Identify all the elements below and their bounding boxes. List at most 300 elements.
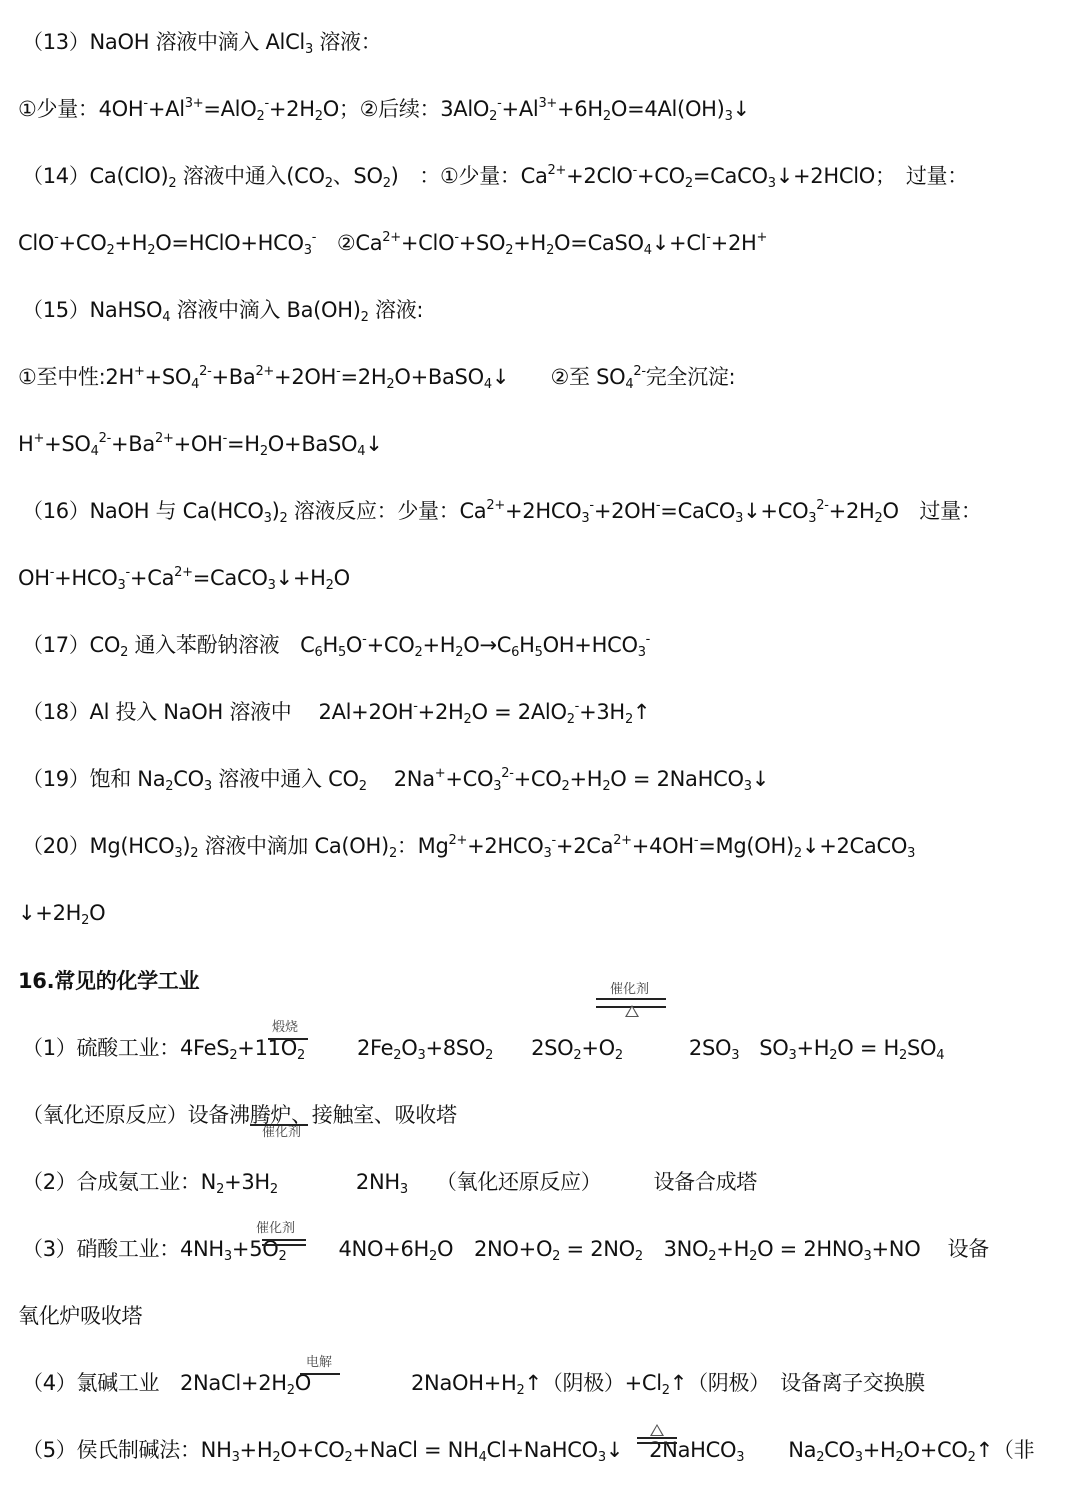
subscript: 3 xyxy=(223,1249,232,1264)
text-run: O=4Al(OH) xyxy=(610,97,725,121)
subscript: 5 xyxy=(534,645,543,660)
superscript: 2+ xyxy=(613,833,632,848)
subscript: 2 xyxy=(259,444,268,459)
catalyst-label: 催化剂 xyxy=(610,982,650,997)
subscript: 3 xyxy=(731,1048,740,1063)
text-run: +HCO xyxy=(54,566,118,590)
text-run: 2NaHCO xyxy=(649,1438,737,1462)
subscript: 2 xyxy=(602,779,611,794)
text-run: +2H xyxy=(268,97,315,121)
subscript: 2 xyxy=(455,645,464,660)
superscript: 2+ xyxy=(486,498,505,513)
subscript: 2 xyxy=(216,1182,225,1197)
subscript: 2 xyxy=(573,1048,582,1063)
text-run: +2HCO xyxy=(467,834,544,858)
text-line xyxy=(18,564,350,592)
subscript: 4 xyxy=(643,243,652,258)
text-run: OH xyxy=(18,566,50,590)
text-run: ↓+H xyxy=(275,566,326,590)
text-run: +SO xyxy=(144,365,192,389)
text-run: +SO xyxy=(44,432,91,456)
text-line xyxy=(22,1034,944,1062)
superscript: + xyxy=(33,431,45,446)
text-run: 2SO xyxy=(688,1036,732,1060)
text-line xyxy=(22,698,650,726)
text-run: +2OH xyxy=(274,365,337,389)
text-run: 通入苯酚钠溶液 C xyxy=(128,633,315,657)
text-run: ：Mg xyxy=(396,834,449,858)
subscript: 2 xyxy=(816,1450,825,1465)
text-run: +CO xyxy=(366,633,415,657)
subscript: 3 xyxy=(597,1450,606,1465)
text-run: （15）NaHSO xyxy=(22,298,163,322)
text-line xyxy=(18,95,750,123)
text-run: O = 2NaHCO xyxy=(610,767,744,791)
text-run: +CO xyxy=(445,767,494,791)
text-line xyxy=(22,631,650,659)
text-run: （13）NaOH 溶液中滴入 AlCl xyxy=(22,30,305,54)
superscript: 2+ xyxy=(547,163,567,178)
text-line xyxy=(18,899,105,927)
section-heading: 16.常见的化学工业 xyxy=(18,969,200,993)
superscript: - xyxy=(693,833,699,848)
subscript: 6 xyxy=(511,645,520,660)
subscript: 2 xyxy=(269,1182,278,1197)
text-line xyxy=(22,832,915,860)
superscript: 2+ xyxy=(448,833,468,848)
text-run: +2H xyxy=(828,499,875,523)
text-run: =CaCO xyxy=(692,164,768,188)
subscript: 5 xyxy=(337,645,346,660)
subscript: 3 xyxy=(767,176,776,191)
text-run: +H xyxy=(513,231,547,255)
subscript: 3 xyxy=(303,243,312,258)
text-run: +SO xyxy=(458,231,506,255)
subscript: 2 xyxy=(505,243,514,258)
subscript: 3 xyxy=(743,779,752,794)
subscript: 2 xyxy=(516,1383,525,1398)
subscript: 3 xyxy=(417,1048,426,1063)
subscript: 2 xyxy=(566,712,575,727)
subscript: 3 xyxy=(267,578,276,593)
subscript: 3 xyxy=(907,846,916,861)
text-run: （2）合成氨工业：N xyxy=(22,1170,217,1194)
text-run: ↑（阴极） 设备离子交换膜 xyxy=(669,1371,925,1395)
text-run: 溶液中滴加 Ca(OH) xyxy=(198,834,389,858)
reaction-arrow-bar xyxy=(250,1124,308,1126)
subscript: 2 xyxy=(967,1450,976,1465)
text-run: （4）氯碱工业 2NaCl+2H xyxy=(22,1371,287,1395)
subscript: 2 xyxy=(561,779,570,794)
subscript: 3 xyxy=(724,109,733,124)
subscript: 2 xyxy=(895,1450,904,1465)
subscript: 2 xyxy=(708,1249,717,1264)
subscript: 4 xyxy=(162,310,171,325)
superscript: - xyxy=(645,632,651,647)
superscript: - xyxy=(706,230,711,245)
text-line xyxy=(22,497,982,525)
superscript: - xyxy=(655,498,661,513)
text-run: +Ca xyxy=(129,566,175,590)
text-run: +3H xyxy=(224,1170,270,1194)
subscript: 2 xyxy=(324,176,333,191)
text-run: （1）硫酸工业：4FeS xyxy=(22,1036,230,1060)
text-run: +H xyxy=(422,633,456,657)
text-line xyxy=(18,229,767,257)
text-run: +H xyxy=(862,1438,896,1462)
text-line xyxy=(22,1369,925,1397)
superscript: - xyxy=(311,230,317,245)
text-run: ↓+CO xyxy=(743,499,809,523)
text-run: +3H xyxy=(579,700,625,724)
subscript: 2 xyxy=(358,779,367,794)
text-run: ↓+2CaCO xyxy=(801,834,908,858)
superscript: - xyxy=(125,565,130,580)
text-run: =H xyxy=(227,432,260,456)
subscript: 2 xyxy=(463,712,472,727)
text-run: H xyxy=(18,432,34,456)
text-line xyxy=(22,1101,457,1129)
text-run: O+BaSO xyxy=(394,365,484,389)
text-run: H xyxy=(519,633,535,657)
superscript: - xyxy=(362,632,367,647)
superscript: 2- xyxy=(98,431,112,446)
text-run: ↓ ②至 SO xyxy=(491,365,626,389)
subscript: 2 xyxy=(279,511,288,526)
text-run: O+BaSO xyxy=(267,432,358,456)
text-run: Na xyxy=(788,1438,817,1462)
text-run: +NO 设备 xyxy=(871,1237,989,1261)
superscript: 3+ xyxy=(538,96,558,111)
subscript: 4 xyxy=(478,1450,487,1465)
text-line xyxy=(18,1302,142,1330)
subscript: 2 xyxy=(661,1383,670,1398)
text-run: +CO xyxy=(637,164,685,188)
text-run: 3NO xyxy=(642,1237,709,1261)
subscript: 3 xyxy=(788,1048,797,1063)
text-run: ↓+Cl xyxy=(651,231,707,255)
text-run: O+CO xyxy=(280,1438,345,1462)
reaction-arrow-bar xyxy=(268,1038,308,1040)
subscript: 2 xyxy=(546,243,555,258)
text-run: O = 2HNO xyxy=(757,1237,864,1261)
catalyst-label: 催化剂 xyxy=(262,1125,302,1140)
text-run: 氧化炉吸收塔 xyxy=(18,1304,143,1328)
text-run: ↓+2H xyxy=(18,901,82,925)
text-run: O xyxy=(401,1036,418,1060)
subscript: 3 xyxy=(231,1450,240,1465)
text-line xyxy=(22,296,423,324)
subscript: 2 xyxy=(899,1048,907,1063)
subscript: 3 xyxy=(581,511,590,526)
text-run: ) xyxy=(271,499,280,523)
superscript: - xyxy=(49,565,55,580)
text-run: ↓ xyxy=(365,432,383,456)
subscript: 2 xyxy=(106,243,115,258)
subscript: 2 xyxy=(278,1249,287,1264)
text-run: （14）Ca(ClO) xyxy=(22,164,169,188)
heat-triangle-icon xyxy=(650,1424,664,1436)
subscript: 3 xyxy=(493,779,502,794)
text-run: ①少量：4OH xyxy=(18,97,144,121)
subscript: 2 xyxy=(344,1450,353,1465)
subscript: 2 xyxy=(393,1048,402,1063)
text-run: （20）Mg(HCO xyxy=(22,834,175,858)
text-run: +NaCl = NH xyxy=(352,1438,479,1462)
text-run: 2SO xyxy=(531,1036,574,1060)
superscript: 2- xyxy=(816,498,829,513)
text-run: +11O xyxy=(237,1036,297,1060)
subscript: 2 xyxy=(749,1249,758,1264)
subscript: 2 xyxy=(684,176,693,191)
text-run: ↓ xyxy=(751,767,769,791)
subscript: 3 xyxy=(304,42,313,57)
superscript: - xyxy=(454,230,459,245)
subscript: 3 xyxy=(399,1182,408,1197)
subscript: 3 xyxy=(735,511,744,526)
text-run: Cl+NaHCO xyxy=(486,1438,598,1462)
reaction-arrow-bar xyxy=(300,1373,340,1375)
text-run: +2ClO xyxy=(566,164,633,188)
subscript: 3 xyxy=(854,1450,863,1465)
superscript: - xyxy=(264,96,269,111)
text-run: +CO xyxy=(58,231,107,255)
superscript: - xyxy=(589,498,594,513)
text-run: +H xyxy=(716,1237,750,1261)
subscript: 3 xyxy=(174,846,183,861)
superscript: + xyxy=(133,364,145,379)
subscript: 2 xyxy=(614,1048,623,1063)
subscript: 2 xyxy=(286,1383,295,1398)
text-run: CO xyxy=(173,767,204,791)
text-run: ①至中性:2H xyxy=(18,365,134,389)
text-line xyxy=(22,1235,989,1263)
text-run: ClO xyxy=(18,231,55,255)
subscript: 3 xyxy=(117,578,126,593)
subscript: 2 xyxy=(120,645,129,660)
text-run: （16）NaOH 与 Ca(HCO xyxy=(22,499,264,523)
subscript: 2 xyxy=(325,578,334,593)
subscript: 3 xyxy=(808,511,817,526)
text-run: 完全沉淀: xyxy=(645,365,736,389)
superscript: - xyxy=(54,230,59,245)
superscript: 2- xyxy=(501,766,514,781)
text-run: = 2NO xyxy=(560,1237,635,1261)
text-run: O→C xyxy=(463,633,512,657)
text-run: O = 2AlO xyxy=(471,700,567,724)
text-line xyxy=(22,28,381,56)
subscript: 2 xyxy=(624,712,633,727)
text-run: +CO xyxy=(513,767,562,791)
text-run: +H xyxy=(239,1438,273,1462)
heat-triangle-icon xyxy=(625,1005,639,1017)
text-run: ) xyxy=(182,834,191,858)
subscript: 2 xyxy=(256,109,265,124)
subscript: 2 xyxy=(165,779,174,794)
text-run: +H xyxy=(796,1036,830,1060)
superscript: - xyxy=(143,96,148,111)
subscript: 6 xyxy=(314,645,323,660)
superscript: + xyxy=(756,230,768,245)
text-run: 溶液： xyxy=(312,30,382,54)
text-line xyxy=(22,1168,757,1196)
superscript: 3+ xyxy=(184,96,204,111)
text-run: O；②后续：3AlO xyxy=(322,97,490,121)
text-run: +2Ca xyxy=(555,834,614,858)
text-run: O xyxy=(294,1371,311,1395)
text-run: 4NO+6H xyxy=(338,1237,430,1261)
text-run: 2NH xyxy=(355,1170,400,1194)
text-run: =CaCO xyxy=(192,566,268,590)
text-run: +Al xyxy=(147,97,185,121)
superscript: 2+ xyxy=(255,364,275,379)
text-run: +2HCO xyxy=(504,499,582,523)
superscript: 2+ xyxy=(382,230,401,245)
text-run: 溶液中通入 CO xyxy=(211,767,359,791)
text-run: （氧化还原反应） xyxy=(435,1170,602,1194)
text-run: 溶液中通入(CO xyxy=(176,164,325,188)
catalyst-label: 催化剂 xyxy=(256,1221,296,1236)
text-run: +Ba xyxy=(211,365,256,389)
text-run: ↑（阴极）+Cl xyxy=(524,1371,662,1395)
text-line xyxy=(18,430,383,458)
subscript: 4 xyxy=(357,444,366,459)
text-run: O+CO xyxy=(903,1438,968,1462)
subscript: 2 xyxy=(552,1249,561,1264)
superscript: 2- xyxy=(633,364,646,379)
subscript: 2 xyxy=(485,1048,494,1063)
text-run: =Mg(OH) xyxy=(698,834,794,858)
subscript: 2 xyxy=(190,846,199,861)
text-run: CO xyxy=(824,1438,855,1462)
subscript: 2 xyxy=(229,1048,238,1063)
text-run: ↓+2HClO； 过量： xyxy=(775,164,968,188)
text-run: O = H xyxy=(837,1036,900,1060)
text-run: =2H xyxy=(340,365,387,389)
text-run: 2Na xyxy=(366,767,435,791)
text-run: （5）侯氏制碱法：NH xyxy=(22,1438,232,1462)
reaction-arrow xyxy=(637,1437,677,1444)
text-run: O 过量： xyxy=(882,499,982,523)
subscript: 2 xyxy=(829,1048,838,1063)
text-run: +2H xyxy=(417,700,464,724)
text-run: 设备合成塔 xyxy=(653,1170,757,1194)
superscript: - xyxy=(497,96,502,111)
text-run: +6H xyxy=(557,97,603,121)
subscript: 4 xyxy=(483,377,492,392)
subscript: 3 xyxy=(736,1450,745,1465)
text-line xyxy=(22,1436,1034,1464)
text-run: =CaCO xyxy=(660,499,736,523)
text-run: （17）CO xyxy=(22,633,121,657)
subscript: 2 xyxy=(272,1450,281,1465)
text-run: 溶液: xyxy=(368,298,424,322)
subscript: 4 xyxy=(625,377,634,392)
text-run: （氧化还原反应）设备沸腾炉、接触室、吸收塔 xyxy=(22,1103,457,1127)
text-run: O xyxy=(345,633,363,657)
text-run: +H xyxy=(114,231,148,255)
subscript: 2 xyxy=(634,1249,643,1264)
text-run: ↑ xyxy=(632,700,651,724)
text-run: SO xyxy=(907,1036,937,1060)
text-run: +O xyxy=(581,1036,615,1060)
text-run: 2NaOH+H xyxy=(410,1371,517,1395)
subscript: 2 xyxy=(414,645,423,660)
subscript: 4 xyxy=(936,1048,945,1063)
text-run: H xyxy=(322,633,338,657)
text-run: （18）Al 投入 NaOH 溶液中 2Al+2OH xyxy=(22,700,414,724)
text-run: ↓ xyxy=(605,1438,624,1462)
text-run: +Al xyxy=(501,97,539,121)
subscript: 2 xyxy=(360,310,369,325)
subscript: 2 xyxy=(489,109,498,124)
subscript: 2 xyxy=(602,109,611,124)
text-run: ) ：①少量：Ca xyxy=(390,164,548,188)
text-run: O=CaSO xyxy=(554,231,644,255)
subscript: 4 xyxy=(90,444,99,459)
superscript: - xyxy=(336,364,341,379)
text-run: +2OH xyxy=(593,499,656,523)
text-run: +Ba xyxy=(111,432,155,456)
text-run: +2H xyxy=(710,231,757,255)
text-run: 溶液反应：少量：Ca xyxy=(287,499,487,523)
text-run: ↓ xyxy=(732,97,750,121)
subscript: 2 xyxy=(296,1048,305,1063)
text-run: SO xyxy=(759,1036,789,1060)
subscript: 2 xyxy=(168,176,177,191)
text-run: （3）硝酸工业：4NH xyxy=(22,1237,224,1261)
electrolysis-label: 电解 xyxy=(306,1355,333,1370)
superscript: - xyxy=(413,699,418,714)
text-run: +ClO xyxy=(400,231,455,255)
superscript: - xyxy=(551,833,556,848)
superscript: - xyxy=(222,431,228,446)
text-run: 、SO xyxy=(332,164,383,188)
text-run: O xyxy=(333,566,350,590)
subscript: 2 xyxy=(314,109,323,124)
superscript: - xyxy=(632,163,637,178)
subscript: 2 xyxy=(388,846,397,861)
subscript: 2 xyxy=(81,913,90,928)
subscript: 2 xyxy=(147,243,156,258)
text-line xyxy=(22,765,769,793)
subscript: 3 xyxy=(203,779,212,794)
text-run: 溶液中滴入 Ba(OH) xyxy=(170,298,361,322)
superscript: 2+ xyxy=(174,565,193,580)
text-line xyxy=(18,363,735,391)
superscript: 2- xyxy=(199,364,212,379)
subscript: 3 xyxy=(863,1249,872,1264)
superscript: 2+ xyxy=(155,431,174,446)
subscript: 2 xyxy=(793,846,802,861)
subscript: 3 xyxy=(543,846,552,861)
superscript: - xyxy=(574,699,580,714)
subscript: 2 xyxy=(386,377,395,392)
subscript: 2 xyxy=(429,1249,438,1264)
text-run: +OH xyxy=(173,432,223,456)
text-line xyxy=(22,162,968,190)
text-run: ↑（非 xyxy=(975,1438,1035,1462)
subscript: 2 xyxy=(382,176,391,191)
text-run: OH+HCO xyxy=(542,633,638,657)
text-run: O=HClO+HCO xyxy=(155,231,304,255)
reaction-arrow xyxy=(262,1239,306,1246)
text-run: +4OH xyxy=(631,834,694,858)
subscript: 2 xyxy=(874,511,883,526)
subscript: 3 xyxy=(263,511,272,526)
text-run: +5O xyxy=(231,1237,279,1261)
text-run: +8SO xyxy=(425,1036,486,1060)
